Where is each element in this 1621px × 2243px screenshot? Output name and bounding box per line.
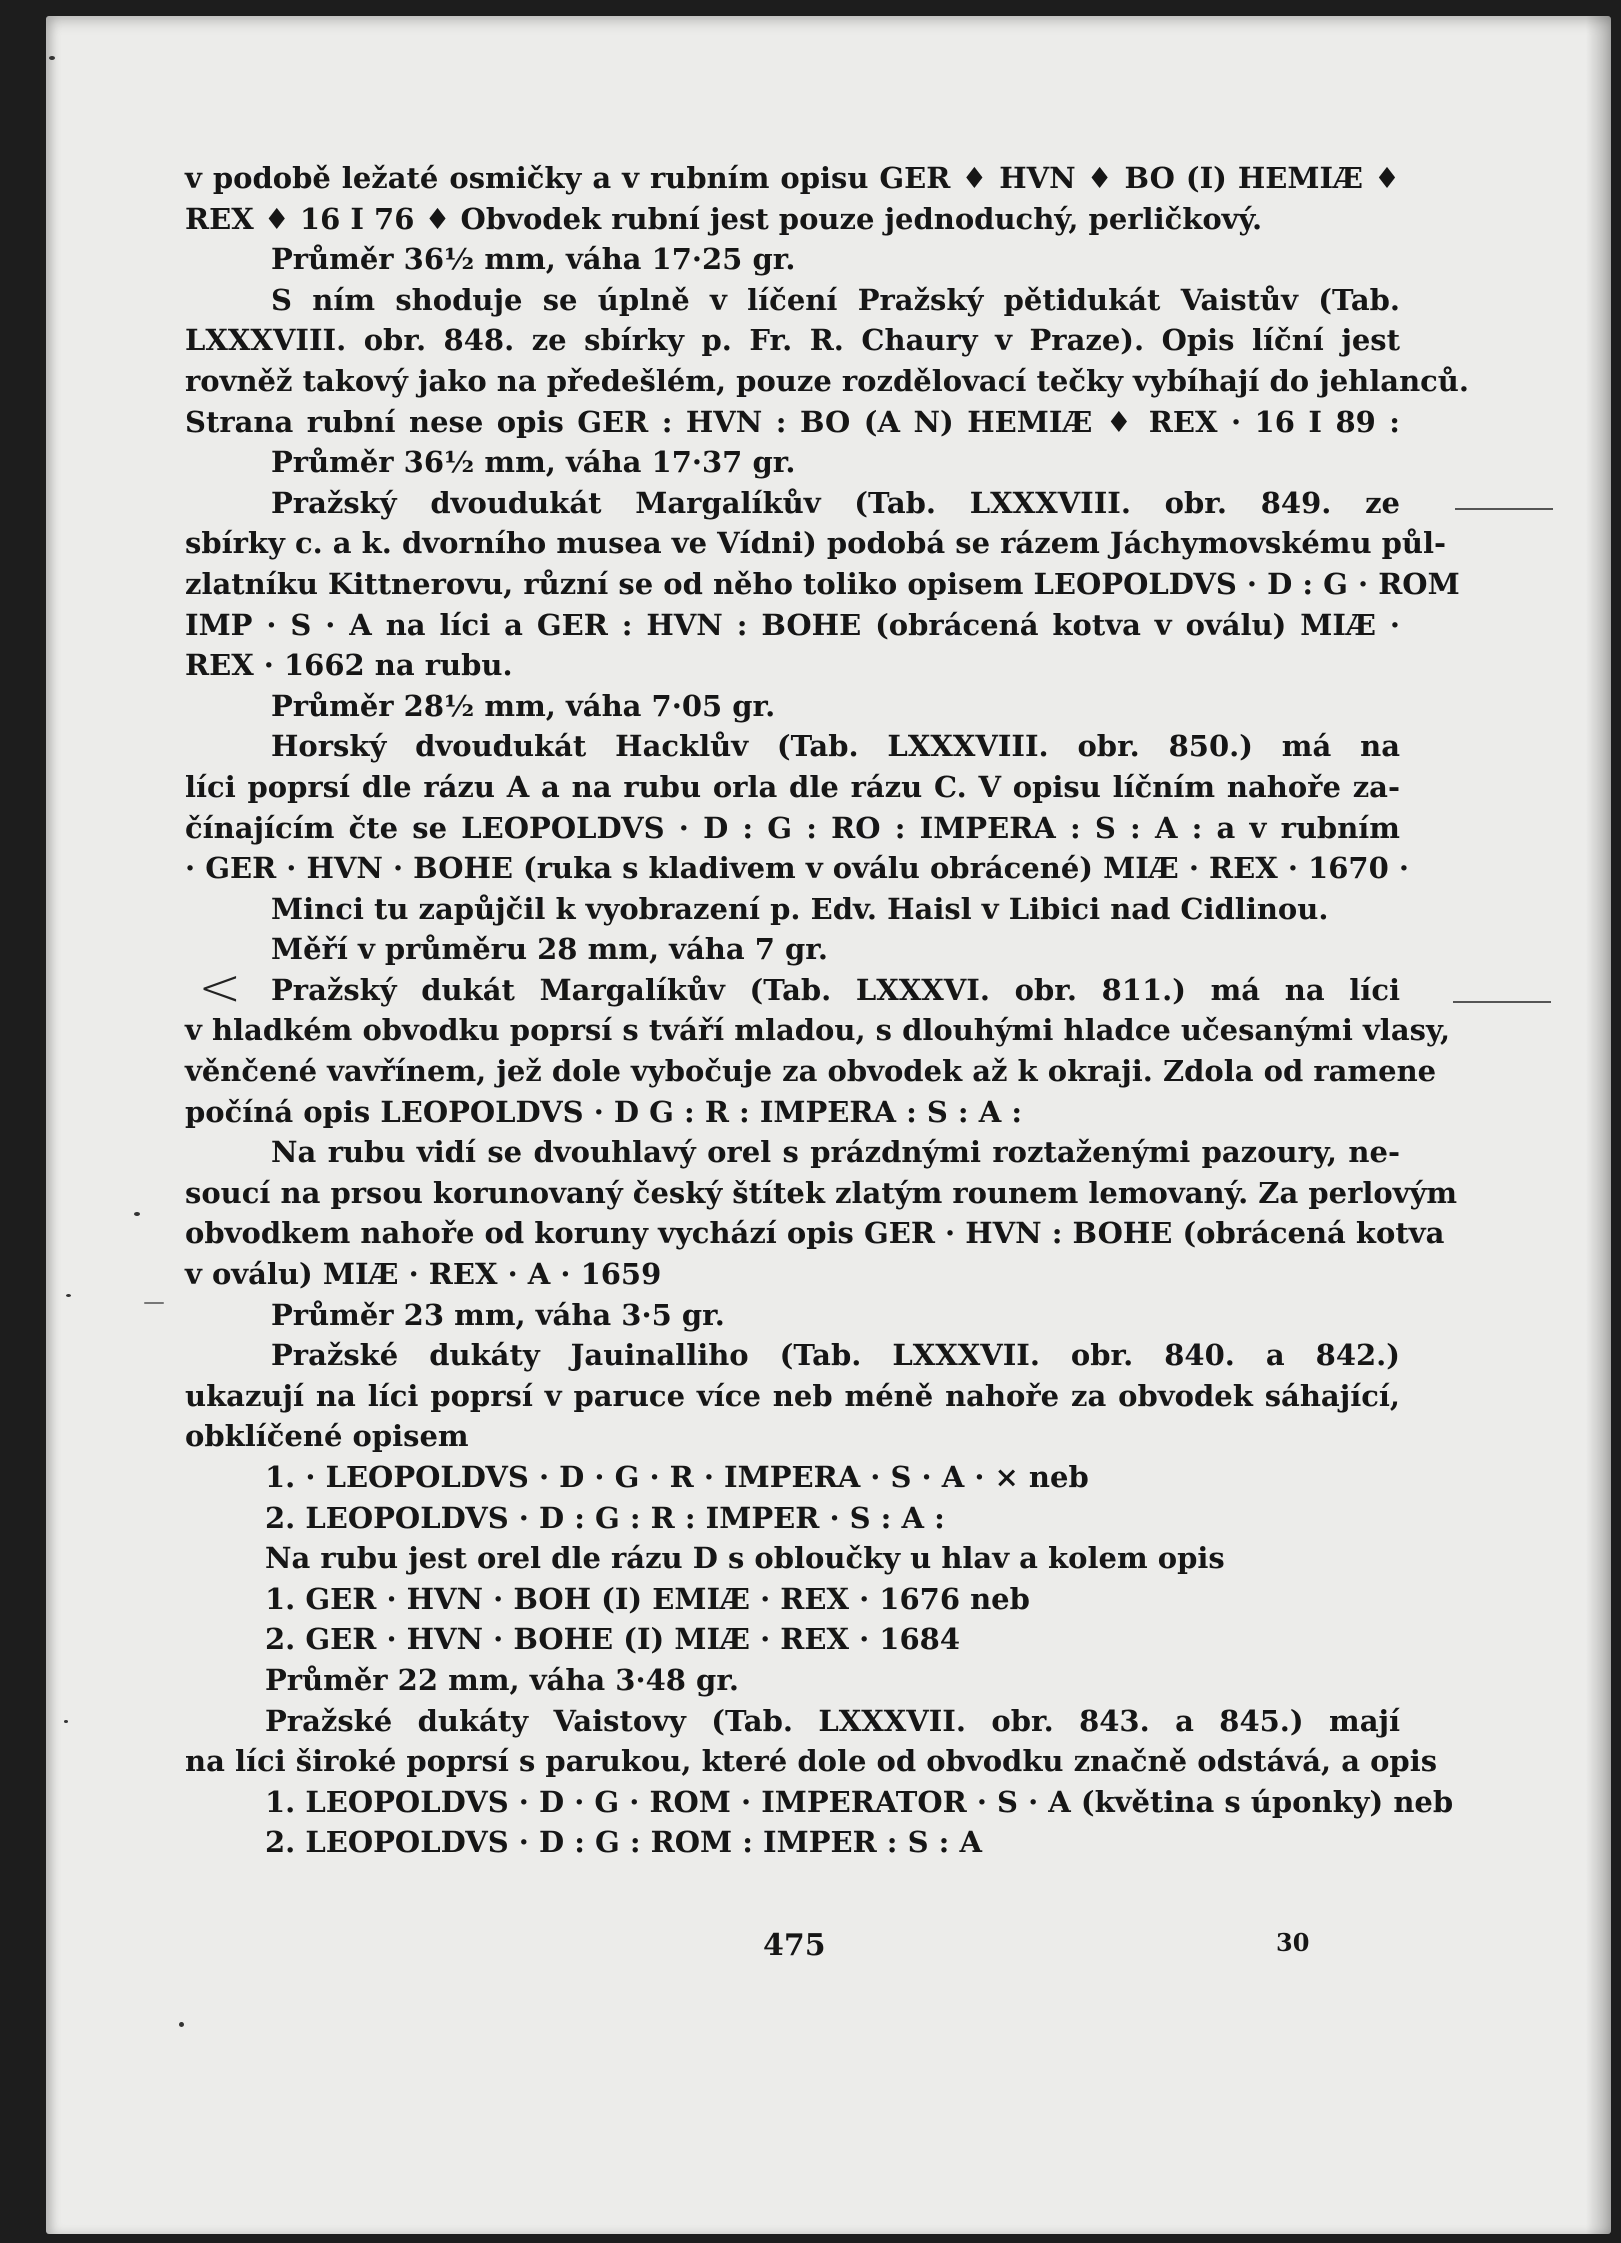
text-line: věnčené vavřínem, jež dole vybočuje za obvodek až k okraji. Zdola od ramene bbox=[185, 1054, 1437, 1089]
text-line: čínajícím čte se LEOPOLDVS · D : G : RO : IMPERA : S : A : a v rubním bbox=[185, 810, 1400, 845]
scan-speck bbox=[179, 2022, 184, 2027]
text-line: sbírky c. a k. dvorního musea ve Vídni) podobá se rázem Jáchymovskému půl- bbox=[185, 526, 1447, 561]
text-line: Na rubu jest orel dle rázu D s obloučky u hlav a kolem opis bbox=[265, 1541, 1225, 1576]
text-line: Minci tu zapůjčil k vyobrazení p. Edv. Haisl v Libici nad Cidlinou. bbox=[271, 891, 1329, 926]
scan-speck bbox=[134, 1212, 140, 1216]
page-edge-shadow bbox=[1586, 16, 1611, 2234]
text-line: v oválu) MIÆ · REX · A · 1659 bbox=[185, 1257, 662, 1292]
text-line: počíná opis LEOPOLDVS · D G : R : IMPERA : S : A : bbox=[185, 1094, 1023, 1129]
text-line: na líci široké poprsí s parukou, které dole od obvodku značně odstává, a opis bbox=[185, 1744, 1438, 1779]
text-line: Na rubu vidí se dvouhlavý orel s prázdnými roztaženými pazoury, ne- bbox=[271, 1135, 1400, 1170]
text-line: Průměr 36½ mm, váha 17·25 gr. bbox=[271, 242, 796, 277]
text-line: Pražské dukáty Jauinalliho (Tab. LXXXVII. obr. 840. a 842.) bbox=[271, 1338, 1400, 1373]
text-line: Průměr 36½ mm, váha 17·37 gr. bbox=[271, 445, 796, 480]
text-line: líci poprsí dle rázu A a na rubu orla dle rázu C. V opisu líčním nahoře za- bbox=[185, 769, 1400, 804]
text-line: zlatníku Kittnerovu, různí se od něho toliko opisem LEOPOLDVS · D : G · ROM bbox=[185, 566, 1460, 601]
signature-number: 30 bbox=[1276, 1928, 1310, 1957]
page-number: 475 bbox=[763, 1928, 826, 1963]
body-text bbox=[185, 158, 1469, 1863]
text-line: Strana rubní nese opis GER : HVN : BO (A N) HEMIÆ ♦ REX · 16 I 89 : bbox=[185, 404, 1400, 439]
text-line: soucí na prsou korunovaný český štítek zlatým rounem lemovaný. Za perlovým bbox=[185, 1175, 1458, 1210]
text-line: LXXXVIII. obr. 848. ze sbírky p. Fr. R. Chaury v Praze). Opis líční jest bbox=[185, 323, 1400, 358]
text-line: REX · 1662 na rubu. bbox=[185, 648, 513, 683]
text-line: v hladkém obvodku poprsí s tváří mladou, s dlouhými hladce učesanými vlasy, bbox=[185, 1013, 1451, 1048]
margin-rule-upper bbox=[1455, 508, 1553, 510]
scan-speck bbox=[49, 56, 55, 60]
text-line: 1. · LEOPOLDVS · D · G · R · IMPERA · S · A · × neb bbox=[265, 1460, 1089, 1494]
text-line: 2. LEOPOLDVS · D : G : R : IMPER · S : A : bbox=[265, 1500, 945, 1535]
text-line: 1. GER · HVN · BOH (I) EMIÆ · REX · 1676 neb bbox=[265, 1581, 1030, 1616]
text-line: · GER · HVN · BOHE (ruka s kladivem v oválu obrácené) MIÆ · REX · 1670 · bbox=[185, 851, 1409, 886]
text-line: rovněž takový jako na předešlém, pouze rozdělovací tečky vybíhají do jehlanců. bbox=[185, 363, 1469, 398]
text-line: obklíčené opisem bbox=[185, 1419, 469, 1454]
text-line: Měří v průměru 28 mm, váha 7 gr. bbox=[271, 932, 829, 967]
text-line: 2. GER · HVN · BOHE (I) MIÆ · REX · 1684 bbox=[265, 1622, 960, 1657]
margin-rule-lower bbox=[1453, 1001, 1551, 1003]
text-line: Pražský dukát Margalíkův (Tab. LXXXVI. obr. 811.) má na líci bbox=[271, 972, 1400, 1007]
scan-speck bbox=[66, 1294, 71, 1297]
margin-mark-icon: < bbox=[198, 958, 242, 1018]
text-line: IMP · S · A na líci a GER : HVN : BOHE (obrácená kotva v oválu) MIÆ · bbox=[185, 607, 1400, 642]
text-line: S ním shoduje se úplně v líčení Pražský pětidukát Vaistův (Tab. bbox=[271, 282, 1400, 317]
text-line: REX ♦ 16 I 76 ♦ Obvodek rubní jest pouze jednoduchý, perličkový. bbox=[185, 201, 1263, 236]
scan-speck bbox=[64, 1720, 68, 1723]
text-line: Pražský dvoudukát Margalíkův (Tab. LXXXVIII. obr. 849. ze bbox=[271, 485, 1400, 520]
text-line: obvodkem nahoře od koruny vychází opis GER · HVN : BOHE (obrácená kotva bbox=[185, 1216, 1445, 1251]
text-line: 2. LEOPOLDVS · D : G : ROM : IMPER : S : A bbox=[265, 1825, 982, 1860]
text-line: v podobě ležaté osmičky a v rubním opisu GER ♦ HVN ♦ BO (I) HEMIÆ ♦ bbox=[185, 161, 1400, 195]
text-line: 1. LEOPOLDVS · D · G · ROM · IMPERATOR · S · A (květina s úponky) neb bbox=[265, 1784, 1454, 1819]
text-line: Pražské dukáty Vaistovy (Tab. LXXXVII. obr. 843. a 845.) mají bbox=[265, 1703, 1400, 1738]
text-line: Průměr 23 mm, váha 3·5 gr. bbox=[271, 1297, 725, 1332]
text-line: Horský dvoudukát Hacklův (Tab. LXXXVIII. obr. 850.) má na bbox=[271, 729, 1400, 764]
scan-speck bbox=[144, 1302, 164, 1304]
text-line: Průměr 22 mm, váha 3·48 gr. bbox=[265, 1662, 740, 1697]
text-line: ukazují na líci poprsí v paruce více neb méně nahoře za obvodek sáhající, bbox=[185, 1378, 1400, 1413]
text-line: Průměr 28½ mm, váha 7·05 gr. bbox=[271, 688, 776, 723]
